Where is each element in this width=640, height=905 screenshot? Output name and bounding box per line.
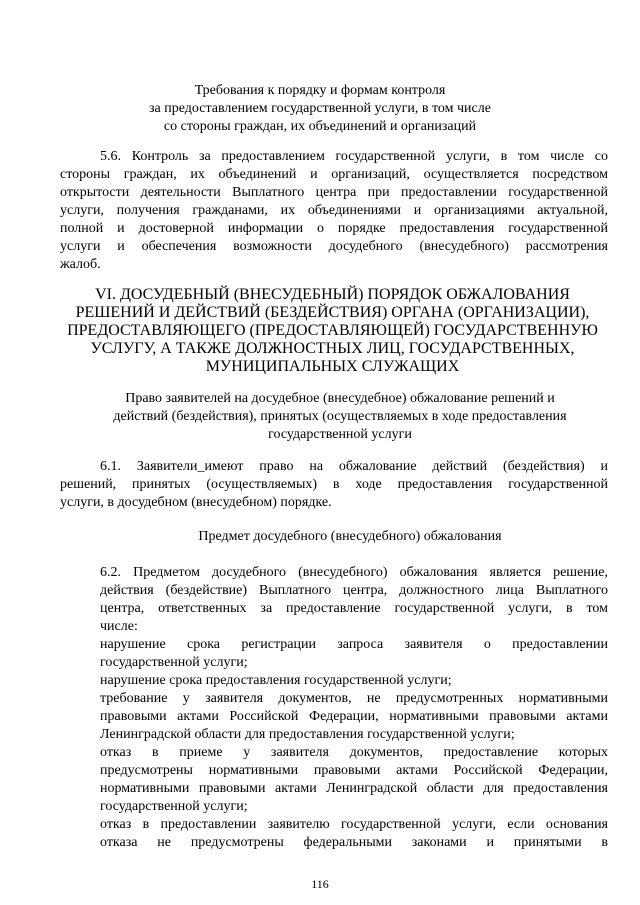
paragraph-line: числе: xyxy=(100,619,138,634)
paragraph-line: действия (бездействие) Выплатного центра, должностного лица Выплатного xyxy=(100,583,608,598)
paragraph-line: отказа не предусмотрены федеральными законами и принятыми в xyxy=(100,835,608,850)
heading-line: VI. ДОСУДЕБНЫЙ (ВНЕСУДЕБНЫЙ) ПОРЯДОК ОБЖАЛОВАНИЯ xyxy=(95,286,570,303)
paragraph-line: 5.6. Контроль за предоставлением государственной услуги, в том числе со xyxy=(100,149,608,164)
paragraph-line: отказ в предоставлении заявителю государственной услуги, если основания xyxy=(100,817,608,832)
heading-line: государственной услуги xyxy=(268,427,412,442)
heading-line: Требования к порядку и формам контроля xyxy=(194,83,446,98)
paragraph-5-6-body xyxy=(60,166,608,274)
paragraph-line: жалоб. xyxy=(60,257,101,272)
paragraph-line: государственной услуги; xyxy=(100,655,248,670)
paragraph-6-2 xyxy=(100,564,608,582)
appeal-subject-heading xyxy=(90,528,610,546)
heading-line: УСЛУГУ, А ТАКЖЕ ДОЛЖНОСТНЫХ ЛИЦ, ГОСУДАРСТВЕННЫХ, xyxy=(90,340,575,357)
paragraph-line: требование у заявителя документов, не предусмотренных нормативными xyxy=(100,691,608,706)
paragraph-line: стороны граждан, их объединений и организаций, осуществляется посредством xyxy=(60,167,608,182)
paragraph-line: 6.2. Предметом досудебного (внесудебного) обжалования является решение, xyxy=(100,565,608,580)
paragraph-line: 6.1. Заявители_имеют право на обжалование действий (бездействия) и xyxy=(100,459,608,474)
section-6-heading xyxy=(60,286,605,376)
appeal-rights-heading xyxy=(80,390,600,444)
heading-line: ПРЕДОСТАВЛЯЮЩЕГО (ПРЕДОСТАВЛЯЮЩЕЙ) ГОСУДАРСТВЕННУЮ xyxy=(67,322,598,339)
paragraph-5-6 xyxy=(100,148,608,166)
paragraph-line: центра, ответственных за предоставление государственной услуги, в том xyxy=(100,601,608,616)
paragraph-line: услуги и обеспечения возможности досудебного (внесудебного) рассмотрения xyxy=(60,239,608,254)
paragraph-line: нормативными правовыми актами Ленинградской области для предоставления xyxy=(100,781,608,796)
paragraph-6-2-body xyxy=(100,582,608,852)
heading-line: Предмет досудебного (внесудебного) обжалования xyxy=(198,529,502,544)
paragraph-line: нарушение срока регистрации запроса заявителя о предоставлении xyxy=(100,637,608,652)
heading-line: Право заявителей на досудебное (внесудебное) обжалование решений и xyxy=(125,391,555,406)
heading-line: действий (бездействия), принятых (осуществляемых в ходе предоставления xyxy=(113,409,567,424)
heading-line: за предоставлением государственной услуги, в том числе xyxy=(149,101,491,116)
paragraph-line: услуги, в досудебном (внесудебном) порядке. xyxy=(60,495,332,510)
paragraph-line: нарушение срока предоставления государственной услуги; xyxy=(100,673,452,688)
paragraph-line: услуги, получения гражданами, их объединениями и организациями актуальной, xyxy=(60,203,608,218)
paragraph-line: Ленинградской области для предоставления государственной услуги; xyxy=(100,727,515,742)
control-requirements-heading xyxy=(60,82,580,136)
heading-line: со стороны граждан, их объединений и организаций xyxy=(163,119,477,134)
paragraph-line: полной и достоверной информации о порядке предоставления государственной xyxy=(60,221,608,236)
paragraph-line: решений, принятых (осуществляемых) в ходе предоставления государственной xyxy=(60,477,608,492)
paragraph-6-1-body xyxy=(60,476,608,512)
heading-line: МУНИЦИПАЛЬНЫХ СЛУЖАЩИХ xyxy=(205,358,460,375)
paragraph-line: предусмотрены нормативными правовыми актами Российской Федерации, xyxy=(100,763,608,778)
page-number: 116 xyxy=(311,877,329,891)
paragraph-6-1 xyxy=(100,458,608,476)
paragraph-line: правовыми актами Российской Федерации, нормативными правовыми актами xyxy=(100,709,608,724)
paragraph-line: открытости деятельности Выплатного центра при предоставлении государственной xyxy=(60,185,608,200)
paragraph-line: государственной услуги; xyxy=(100,799,248,814)
heading-line: РЕШЕНИЙ И ДЕЙСТВИЙ (БЕЗДЕЙСТВИЯ) ОРГАНА (ОРГАНИЗАЦИИ), xyxy=(75,304,590,321)
paragraph-line: отказ в приеме у заявителя документов, предоставление которых xyxy=(100,745,608,760)
